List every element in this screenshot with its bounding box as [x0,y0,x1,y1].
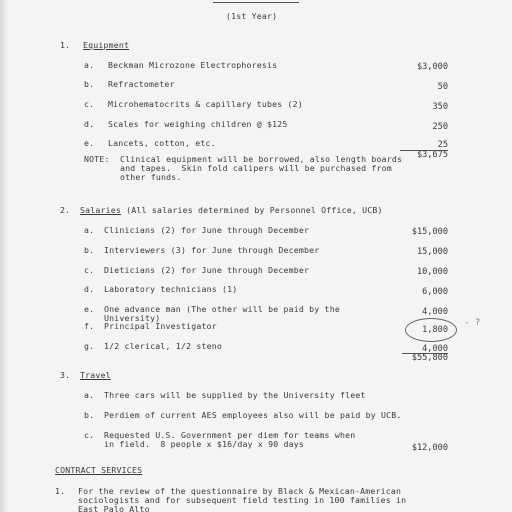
section-number: 3. [60,370,71,380]
item-text: Beckman Microzone Electrophoresis [108,60,278,70]
item-amount: 6,000 [422,287,448,297]
item-letter: b. [84,79,95,89]
handwritten-circle [405,318,457,342]
item-amount: 50 [437,82,448,92]
section-number: 1. [55,486,66,496]
item-amount: $12,000 [411,443,448,453]
item-letter: b. [84,410,95,420]
item-letter: c. [84,430,95,440]
note-line: Clinical equipment will be borrowed, also length boards [120,154,403,164]
header-underline [213,2,299,3]
note-line: other funds. [120,172,182,182]
paragraph-line: sociologists and for subsequent field testing in 100 families in [78,495,407,505]
item-text: Clinicians (2) for June through December [104,225,310,235]
item-text: Interviewers (3) for June through December [104,245,320,255]
item-text: Refractometer [108,79,175,89]
section-title-note: (All salaries determined by Personnel Office, UCB) [121,205,383,215]
handwritten-margin-mark: - ? [464,318,481,328]
item-text: Scales for weighing children @ $125 [108,119,288,129]
item-text: Three cars will be supplied by the University fleet [104,390,366,400]
item-text: Microhematocrits & capillary tubes (2) [108,99,303,109]
item-text: Principal Investigator [104,321,217,331]
section-title: Salaries [80,205,122,215]
item-letter: a. [84,60,95,70]
note-line: and tapes. Skin fold calipers will be purchased from [120,163,392,173]
section-total: $55,800 [411,353,448,363]
item-letter: d. [84,284,95,294]
section-number: 2. [60,205,71,215]
item-text-continued: University) [104,313,161,323]
item-letter: a. [84,225,95,235]
item-letter: c. [84,265,95,275]
section-total: $3,675 [416,150,448,160]
item-text: Perdiem of current AES employees also will be paid by UCB. [104,410,402,420]
item-amount: 15,000 [416,247,448,257]
section-title: Travel [80,370,111,380]
item-amount: 25 [437,140,448,150]
paragraph-line: For the review of the questionnaire by Black & Mexican-American [78,486,402,496]
item-amount: 350 [432,102,448,112]
note-label: NOTE: [84,154,110,164]
page-subtitle: (1st Year) [226,11,278,21]
item-letter: e. [84,138,95,148]
section-number: 1. [60,40,71,50]
item-amount: 250 [432,122,448,132]
section-title: Equipment [83,40,130,50]
item-letter: e. [84,304,95,314]
item-text: 1/2 clerical, 1/2 steno [104,341,222,351]
item-letter: a. [84,390,95,400]
section-title: CONTRACT SERVICES [55,465,143,475]
item-letter: c. [84,99,95,109]
item-amount: 4,000 [422,307,448,317]
item-amount: 10,000 [416,267,448,277]
item-letter: f. [84,321,95,331]
item-text: Dieticians (2) for June through December [104,265,310,275]
item-letter: d. [84,119,95,129]
item-text: Requested U.S. Government per diem for teams when [104,430,356,440]
item-text: Lancets, cotton, etc. [108,138,216,148]
item-amount: 1,800 [422,325,448,335]
scan-edge [0,0,8,512]
item-amount: 4,000 [422,344,448,354]
item-letter: g. [84,341,95,351]
item-text-continued: in field. 8 people x $16/day x 90 days [104,439,305,449]
item-letter: b. [84,245,95,255]
paragraph-line: East Palo Alto [78,504,150,512]
item-text: Laboratory technicians (1) [104,284,238,294]
section-title-line [80,206,383,215]
item-amount: $3,000 [416,62,448,72]
item-amount: $15,000 [411,227,448,237]
item-text: One advance man (The other will be paid by the [104,304,340,314]
